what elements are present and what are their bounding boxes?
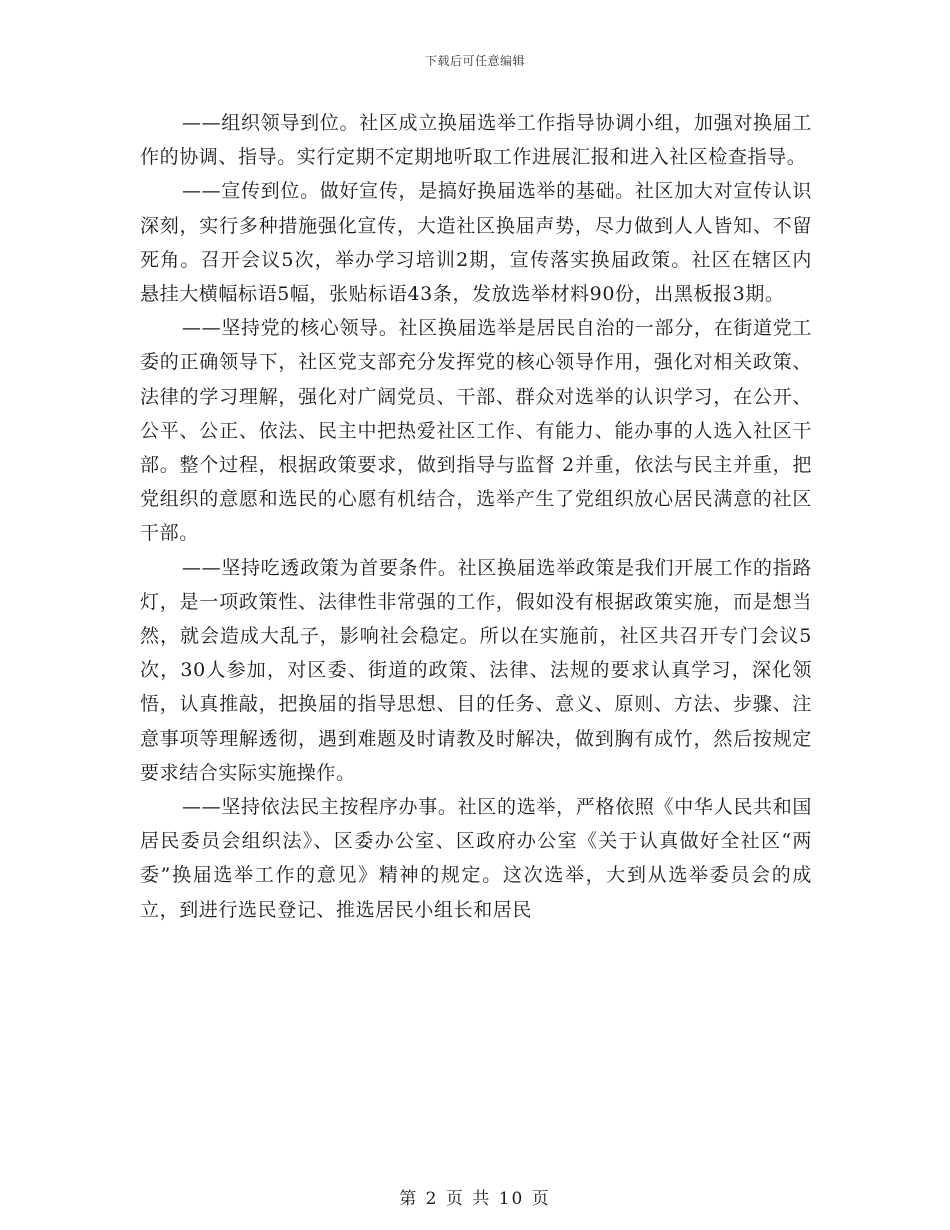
paragraph-publicity: ——宣传到位。做好宣传，是搞好换届选举的基础。社区加大对宣传认识深刻，实行多种措施强化宣传，大造社区换届声势，尽力做到人人皆知、不留死角。召开会议5次，举办学习培训2期，宣传落实换届政策。社区在辖区内悬挂大横幅标语5幅，张贴标语43条，发放选举材料90份，出黑板报3期。 — [140, 180, 812, 306]
document-body — [140, 106, 812, 927]
header-note: 下载后可任意编辑 — [424, 54, 525, 68]
page-number: 第 2 页 共 10 页 — [399, 1189, 551, 1209]
paragraph-policy: ——坚持吃透政策为首要条件。社区换届选举政策是我们开展工作的指路灯，是一项政策性、法律性非常强的工作，假如没有根据政策实施，而是想当然，就会造成大乱子，影响社会稳定。所以在实施前，社区共召开专门会议5次，30人参加，对区委、街道的政策、法律、法规的要求认真学习，深化领悟，认真推敲，把换届的指导思想、目的任务、意义、原则、方法、步骤、注意事项等理解透彻，遇到难题及时请教及时解决，做到胸有成竹，然后按规定要求结合实际实施操作。 — [140, 556, 812, 784]
paragraph-party-leadership: ——坚持党的核心领导。社区换届选举是居民自治的一部分，在街道党工委的正确领导下，社区党支部充分发挥党的核心领导作用，强化对相关政策、法律的学习理解，强化对广阔党员、干部、群众对选举的认识学习，在公开、公平、公正、依法、民主中把热爱社区工作、有能力、能办事的人选入社区干部。整个过程，根据政策要求，做到指导与监督 2并重，依法与民主并重，把党组织的意愿和选民的心愿有机结合，选举产生了党组织放心居民满意的社区干部。 — [140, 317, 812, 545]
paragraph-lawful-procedure: ——坚持依法民主按程序办事。社区的选举，严格依照《中华人民共和国居民委员会组织法》、区委办公室、区政府办公室《关于认真做好全社区“两委”换届选举工作的意见》精神的规定。这次选举，大到从选举委员会的成立，到进行选民登记、推选居民小组长和居民 — [140, 796, 812, 921]
paragraph-organization: ——组织领导到位。社区成立换届选举工作指导协调小组，加强对换届工作的协调、指导。实行定期不定期地听取工作进展汇报和进入社区检查指导。 — [140, 112, 812, 169]
